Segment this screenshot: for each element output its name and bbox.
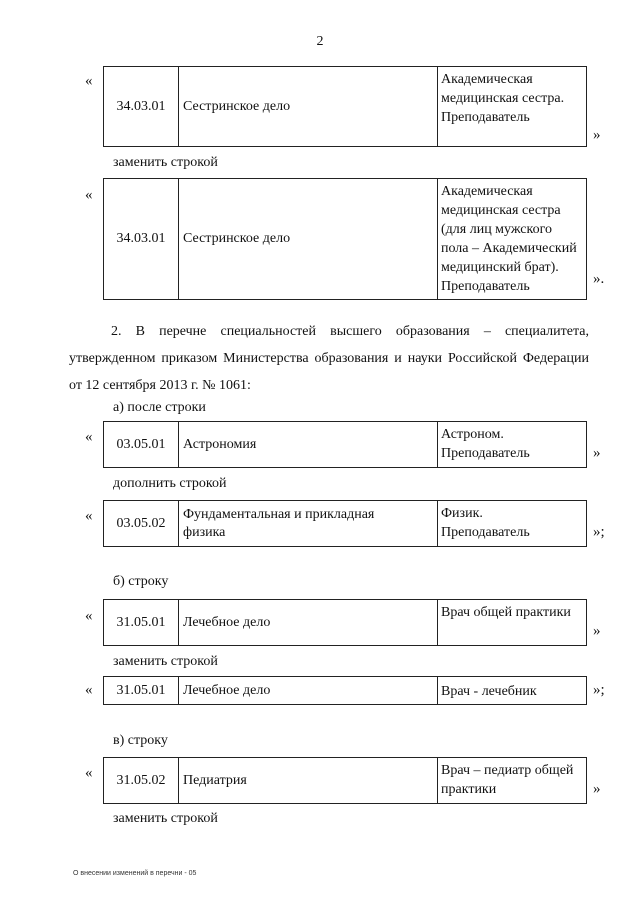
specialty-name: Педиатрия — [179, 758, 438, 803]
table-row — [103, 66, 587, 147]
specialty-name: Лечебное дело — [179, 677, 438, 704]
qualification: Врач общей практики — [441, 605, 571, 620]
specialty-name: Сестринское дело — [179, 179, 438, 299]
add-label: дополнить строкой — [113, 476, 227, 491]
specialty-name: Астрономия — [179, 422, 438, 467]
table-row — [103, 500, 587, 547]
subitem-a: а) после строки — [113, 400, 206, 415]
quote-open: « — [85, 429, 93, 445]
table-row — [103, 757, 587, 804]
table-row — [103, 599, 587, 646]
qualification: Врач - лечебник — [441, 684, 537, 699]
quote-open: « — [85, 73, 93, 89]
qualification: Астроном. Преподаватель — [441, 427, 530, 461]
qualification: Академическая медицинская сестра. Преподаватель — [441, 72, 565, 125]
quote-close: » — [593, 127, 601, 143]
replace-label: заменить строкой — [113, 654, 218, 669]
table-row — [103, 421, 587, 468]
specialty-code: 03.05.02 — [104, 501, 179, 546]
quote-close: » — [593, 445, 601, 461]
specialty-code: 31.05.01 — [104, 600, 179, 645]
quote-close: »; — [593, 524, 605, 540]
qualification: Физик. Преподаватель — [441, 506, 530, 540]
qualification: Врач – педиатр общей практики — [441, 763, 574, 797]
quote-close: » — [593, 781, 601, 797]
quote-close: ». — [593, 271, 605, 287]
specialty-code: 03.05.01 — [104, 422, 179, 467]
specialty-code: 34.03.01 — [104, 179, 179, 299]
specialty-code: 31.05.01 — [104, 677, 179, 704]
table-row — [103, 178, 587, 300]
quote-open: « — [85, 608, 93, 624]
specialty-code: 31.05.02 — [104, 758, 179, 803]
quote-close: »; — [593, 682, 605, 698]
quote-open: « — [85, 508, 93, 524]
quote-open: « — [85, 682, 93, 698]
quote-open: « — [85, 765, 93, 781]
subitem-c: в) строку — [113, 733, 168, 748]
page-number: 2 — [316, 34, 324, 49]
replace-label: заменить строкой — [113, 811, 218, 826]
footer-doc-id: О внесении изменений в перечни - 05 — [73, 870, 197, 877]
specialty-name: Сестринское дело — [179, 67, 438, 146]
specialty-name: Лечебное дело — [179, 600, 438, 645]
replace-label: заменить строкой — [113, 155, 218, 170]
table-row — [103, 676, 587, 705]
qualification: Академическая медицинская сестра (для лиц мужского пола – Академический медицинский брат). Преподаватель — [441, 184, 577, 294]
specialty-name: Фундаментальная и прикладная физика — [179, 501, 438, 546]
specialty-code: 34.03.01 — [104, 67, 179, 146]
subitem-b: б) строку — [113, 574, 169, 589]
quote-close: » — [593, 623, 601, 639]
quote-open: « — [85, 187, 93, 203]
paragraph: 2. В перечне специальностей высшего образования – специалитета, утвержденном приказом Министерства образования и науки Российской Федерации от 12 сентября 2013 г. № 1061: — [69, 324, 589, 393]
